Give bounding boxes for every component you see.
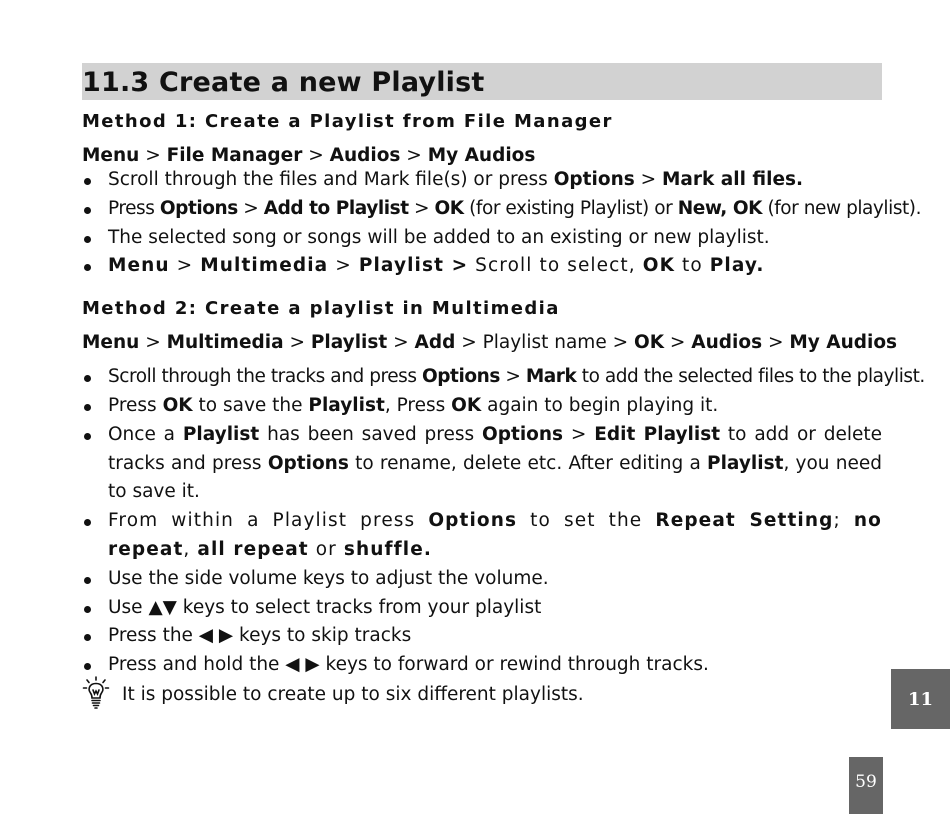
step-text: or <box>308 538 344 560</box>
lightbulb-icon <box>82 676 110 710</box>
emphasis-text: Options <box>482 423 564 445</box>
method-1-menu-path <box>82 145 882 166</box>
step-text: Use the side volume keys to adjust the volume. <box>108 567 549 589</box>
path-separator: > <box>139 332 167 354</box>
path-item: Playlist <box>310 332 388 354</box>
bullet-icon <box>84 577 91 584</box>
step-item <box>82 195 922 224</box>
bullet-icon <box>84 404 91 411</box>
step-text: again to begin playing it. <box>481 394 719 416</box>
method-2-heading: Method 2: Create a playlist in Multimedia <box>82 298 560 320</box>
page-number: 59 <box>849 757 883 814</box>
step-text: to <box>675 255 710 277</box>
method-1-heading: Method 1: Create a Playlist from File Manager <box>82 111 613 132</box>
step-text: > <box>237 197 264 219</box>
step-text: to set the <box>517 510 656 532</box>
step-text: Press <box>108 394 163 416</box>
step-text: Press the ◀ ▶ keys to skip tracks <box>108 625 412 647</box>
emphasis-text: Options <box>553 169 635 190</box>
chapter-tab: 11 <box>891 669 950 729</box>
step-text: Scroll to select, <box>468 255 643 277</box>
step-text: to add or delete tracks and press <box>108 423 883 474</box>
path-separator: > <box>302 145 330 166</box>
emphasis-text: Mark all files. <box>662 169 804 190</box>
method-2-steps <box>82 363 925 680</box>
page-content <box>82 63 925 680</box>
path-item: Menu <box>82 145 140 166</box>
bullet-icon <box>84 663 91 670</box>
step-text: , you need to save it. <box>108 452 882 503</box>
section-title: 11.3 Create a new Playlist <box>82 63 882 100</box>
step-text: Once a <box>108 423 183 445</box>
path-item: Multimedia <box>166 332 284 354</box>
step-text: > <box>563 423 595 445</box>
step-text: Scroll through the files and Mark file(s) or press <box>108 169 554 190</box>
bullet-icon <box>84 207 91 214</box>
path-item: File Manager <box>166 145 303 166</box>
bullet-icon <box>84 519 91 526</box>
step-text: , <box>183 538 198 560</box>
step-item <box>82 252 882 281</box>
step-item <box>82 421 882 507</box>
emphasis-text: Options <box>267 452 349 474</box>
path-item: Audios <box>329 145 401 166</box>
step-item <box>82 565 882 594</box>
emphasis-text: Options <box>421 366 500 388</box>
emphasis-text: Playlist > <box>358 255 469 277</box>
bullet-icon <box>84 236 91 243</box>
path-separator: > <box>139 145 167 166</box>
bullet-icon <box>84 178 91 185</box>
step-text: to save the <box>192 394 309 416</box>
step-text: Scroll through the tracks and press <box>108 366 422 388</box>
bullet-icon <box>84 375 91 382</box>
emphasis-text: Repeat Setting <box>655 510 834 532</box>
path-separator: > <box>762 332 790 354</box>
emphasis-text: Edit Playlist <box>594 423 721 445</box>
path-item: OK <box>633 332 665 354</box>
step-text: > <box>634 169 663 190</box>
step-item <box>82 507 882 565</box>
path-item: Add <box>414 332 456 354</box>
emphasis-text: all repeat <box>197 538 309 560</box>
step-text: , Press <box>384 394 452 416</box>
step-text: Press <box>108 197 160 219</box>
step-text: > <box>169 255 201 277</box>
method-1-steps <box>82 166 922 281</box>
emphasis-text: Options <box>159 197 238 219</box>
step-text: From within a Playlist press <box>108 510 429 532</box>
emphasis-text: Options <box>428 510 518 532</box>
emphasis-text: Playlist <box>308 394 385 416</box>
emphasis-text: OK <box>642 255 676 277</box>
bullet-icon <box>84 606 91 613</box>
bullet-icon <box>84 433 91 440</box>
bullet-icon <box>84 634 91 641</box>
emphasis-text: New, OK <box>677 197 763 219</box>
step-item <box>82 224 882 253</box>
method-2-menu-path <box>82 332 898 354</box>
emphasis-text: OK <box>434 197 464 219</box>
step-text: Press and hold the ◀ ▶ keys to forward or rewind through tracks. <box>108 654 709 676</box>
path-item: Audios <box>691 332 763 354</box>
tip-note <box>82 676 782 712</box>
step-text: ; <box>833 510 854 532</box>
emphasis-text: Add to Playlist <box>263 197 409 219</box>
emphasis-text: Menu <box>108 255 170 277</box>
step-item <box>82 166 882 195</box>
emphasis-text: Play. <box>709 255 765 277</box>
path-separator: > <box>400 145 428 166</box>
emphasis-text: Mark <box>525 366 577 388</box>
step-item <box>82 594 882 623</box>
step-item <box>82 363 925 392</box>
step-text: > <box>499 366 526 388</box>
emphasis-text: shuffle. <box>343 538 433 560</box>
step-text: to add the selected files to the playlist. <box>576 366 925 388</box>
step-text: > <box>328 255 359 277</box>
bullet-icon <box>84 264 91 271</box>
path-item: My Audios <box>789 332 898 354</box>
path-item: My Audios <box>427 145 536 166</box>
step-text: to rename, delete etc. After editing a <box>348 452 708 474</box>
emphasis-text: Playlist <box>182 423 260 445</box>
path-item: Menu <box>82 332 140 354</box>
path-separator: > <box>387 332 415 354</box>
path-separator: > Playlist name > <box>455 332 634 354</box>
step-text: > <box>408 197 435 219</box>
emphasis-text: Playlist <box>707 452 784 474</box>
step-item <box>82 392 882 421</box>
step-text: has been saved press <box>259 423 482 445</box>
step-text: The selected song or songs will be added to an existing or new playlist. <box>108 226 770 248</box>
emphasis-text: OK <box>162 394 193 416</box>
step-item <box>82 622 882 651</box>
step-text: (for existing Playlist) or <box>463 197 678 219</box>
tip-text: It is possible to create up to six different playlists. <box>122 684 584 705</box>
emphasis-text: OK <box>451 394 482 416</box>
step-text: Use ▲▼ keys to select tracks from your playlist <box>108 596 542 618</box>
emphasis-text: no repeat <box>108 510 882 560</box>
path-separator: > <box>664 332 692 354</box>
path-separator: > <box>283 332 311 354</box>
step-text: (for new playlist). <box>762 197 922 219</box>
emphasis-text: Multimedia <box>200 255 329 277</box>
